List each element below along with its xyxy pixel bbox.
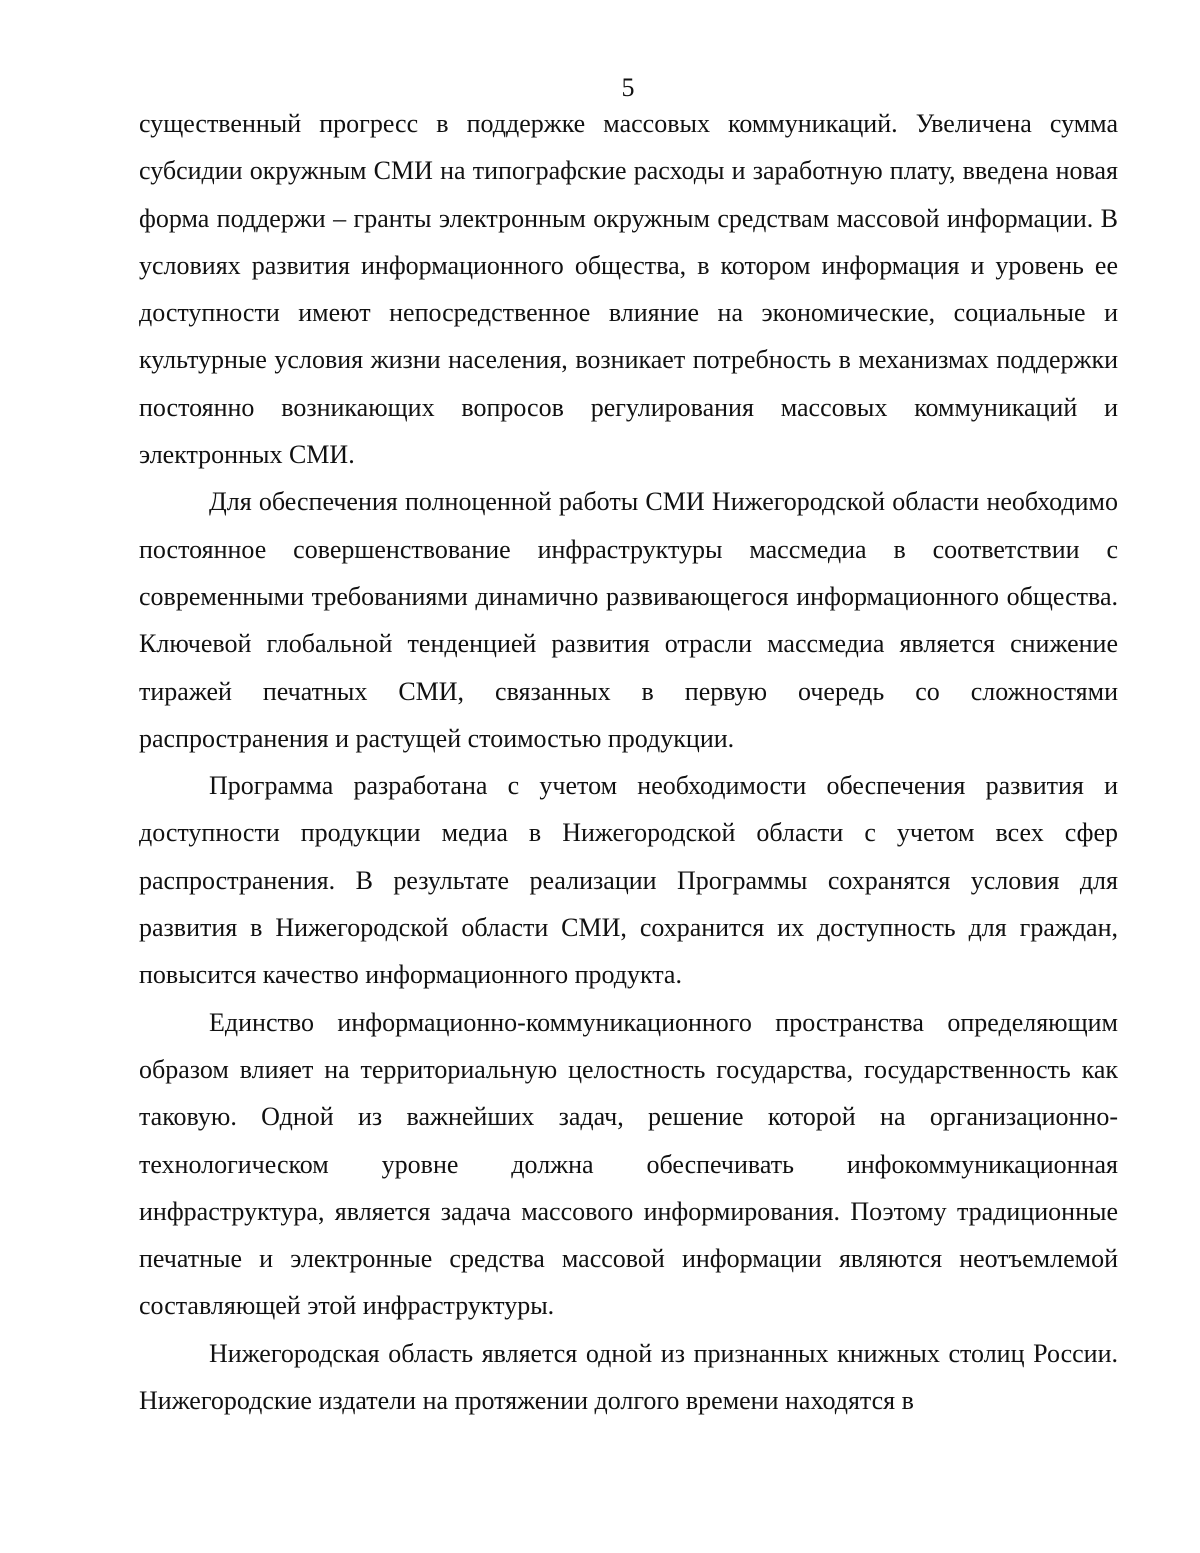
- page-number: 5: [621, 73, 635, 102]
- paragraph-unity: Единство информационно-коммуникационного пространства определяющим образом влияет на территориальную целостность государства, государственность как таковую. Одной из важнейших задач, решение которой на организационно-технологическом уровне должна обеспечивать инфокоммуникационная инфраструктура, является задача массового информирования. Поэтому традиционные печатные и электронные средства массовой информации являются неотъемлемой составляющей этой инфраструктуры.: [139, 1007, 1118, 1321]
- body-text: [139, 100, 1118, 1424]
- paragraph-continuation: существенный прогресс в поддержке массовых коммуникаций. Увеличена сумма субсидии окружным СМИ на типографские расходы и заработную плату, введена новая форма поддержи – гранты электронным окружным средствам массовой информации. В условиях развития информационного общества, в котором информация и уровень ее доступности имеют непосредственное влияние на экономические, социальные и культурные условия жизни населения, возникает потребность в механизмах поддержки постоянно возникающих вопросов регулирования массовых коммуникаций и электронных СМИ.: [139, 109, 1118, 470]
- paragraph-infrastructure: Для обеспечения полноценной работы СМИ Нижегородской области необходимо постоянное совершенствование инфраструктуры массмедиа в соответствии с современными требованиями динамично развивающегося информационного общества. Ключевой глобальной тенденцией развития отрасли массмедиа является снижение тиражей печатных СМИ, связанных в первую очередь со сложностями распространения и растущей стоимостью продукции.: [139, 487, 1118, 753]
- paragraph-book-capital: Нижегородская область является одной из признанных книжных столиц России. Нижегородские издатели на протяжении долгого времени находятся в: [139, 1338, 1118, 1416]
- paragraph-program: Программа разработана с учетом необходимости обеспечения развития и доступности продукции медиа в Нижегородской области с учетом всех сфер распространения. В результате реализации Программы сохранятся условия для развития в Нижегородской области СМИ, сохранится их доступность для граждан, повысится качество информационного продукта.: [139, 771, 1118, 990]
